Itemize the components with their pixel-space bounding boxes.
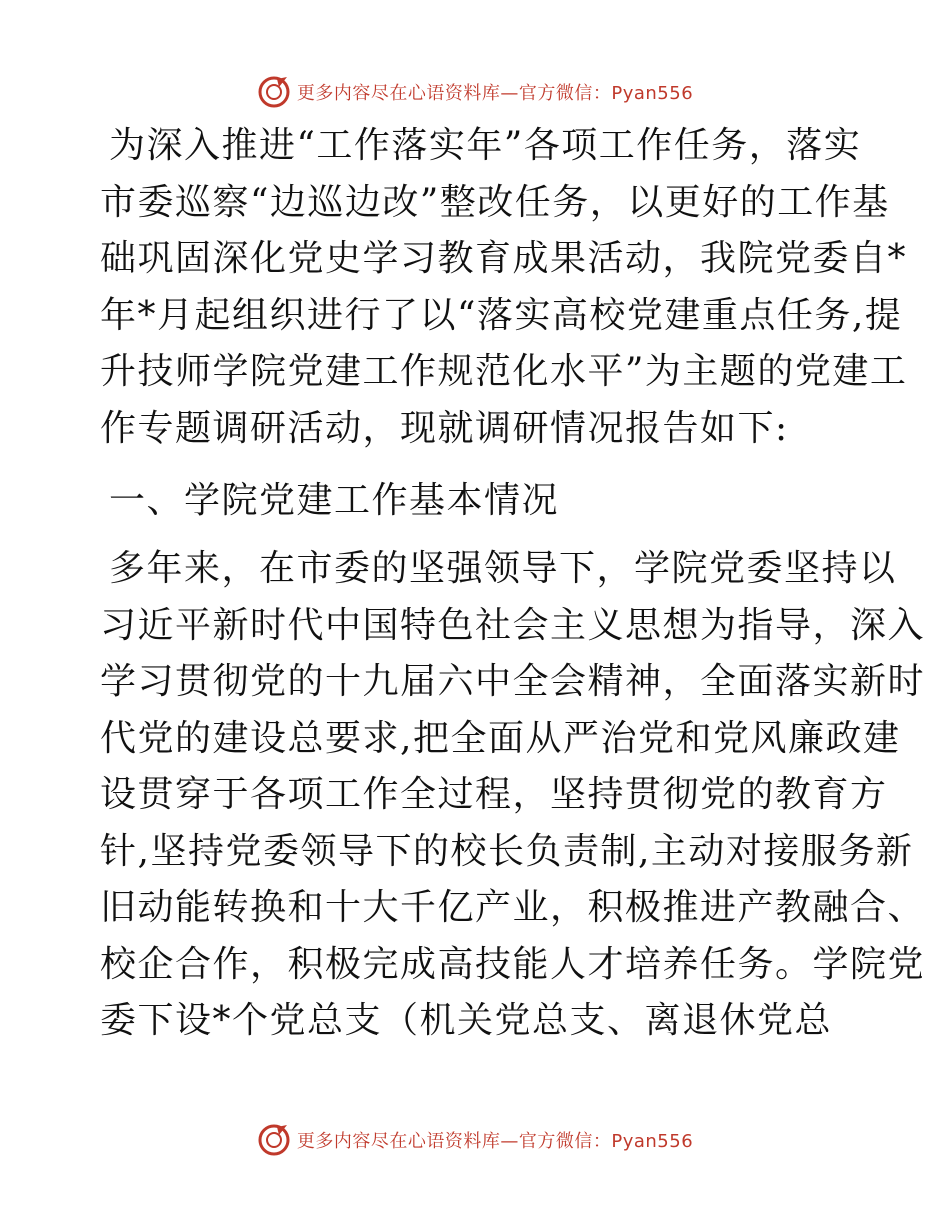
brand-logo-icon	[257, 75, 291, 109]
watermark-text: 更多内容尽在心语资料库—官方微信：Pyan556	[296, 83, 694, 104]
body-paragraph	[100, 541, 926, 1050]
intro-paragraph	[100, 118, 908, 457]
brand-logo-icon	[257, 1123, 291, 1157]
text-line: 校企合作，积极完成高技能人才培养任务。学院党	[100, 943, 926, 985]
text-line: 旧动能转换和十大千亿产业，积极推进产教融合、	[100, 887, 926, 928]
text-line: 年*月起组织进行了以“落实高校党建重点任务,提	[100, 294, 903, 336]
text-line: 学习贯彻党的十九届六中全会精神，全面落实新时	[100, 661, 926, 702]
text-line: 升技师学院党建工作规范化水平”为主题的党建工	[100, 351, 908, 392]
footer-watermark	[0, 1120, 950, 1160]
text-line: 为深入推进“工作落实年”各项工作任务，落实	[109, 125, 862, 166]
text-line: 委下设*个党总支（机关党总支、离退休党总	[100, 1000, 833, 1041]
watermark-text: 更多内容尽在心语资料库—官方微信：Pyan556	[296, 1131, 694, 1152]
text-line: 市委巡察“边巡边改”整改任务，以更好的工作基	[100, 181, 890, 223]
text-line: 习近平新时代中国特色社会主义思想为指导，深入	[100, 604, 926, 646]
document-body	[100, 118, 926, 1050]
section-heading: 一、学院党建工作基本情况	[109, 480, 560, 521]
text-line: 代党的建设总要求,把全面从严治党和党风廉政建	[100, 717, 901, 759]
text-line: 设贯穿于各项工作全过程，坚持贯彻党的教育方	[100, 774, 888, 815]
header-watermark	[0, 72, 950, 112]
text-line: 础巩固深化党史学习教育成果活动，我院党委自*	[100, 238, 908, 279]
text-line: 作专题调研活动，现就调研情况报告如下:	[100, 407, 789, 449]
text-line: 针,坚持党委领导下的校长负责制,主动对接服务新	[100, 830, 914, 872]
text-line: 多年来，在市委的坚强领导下，学院党委坚持以	[109, 548, 897, 589]
